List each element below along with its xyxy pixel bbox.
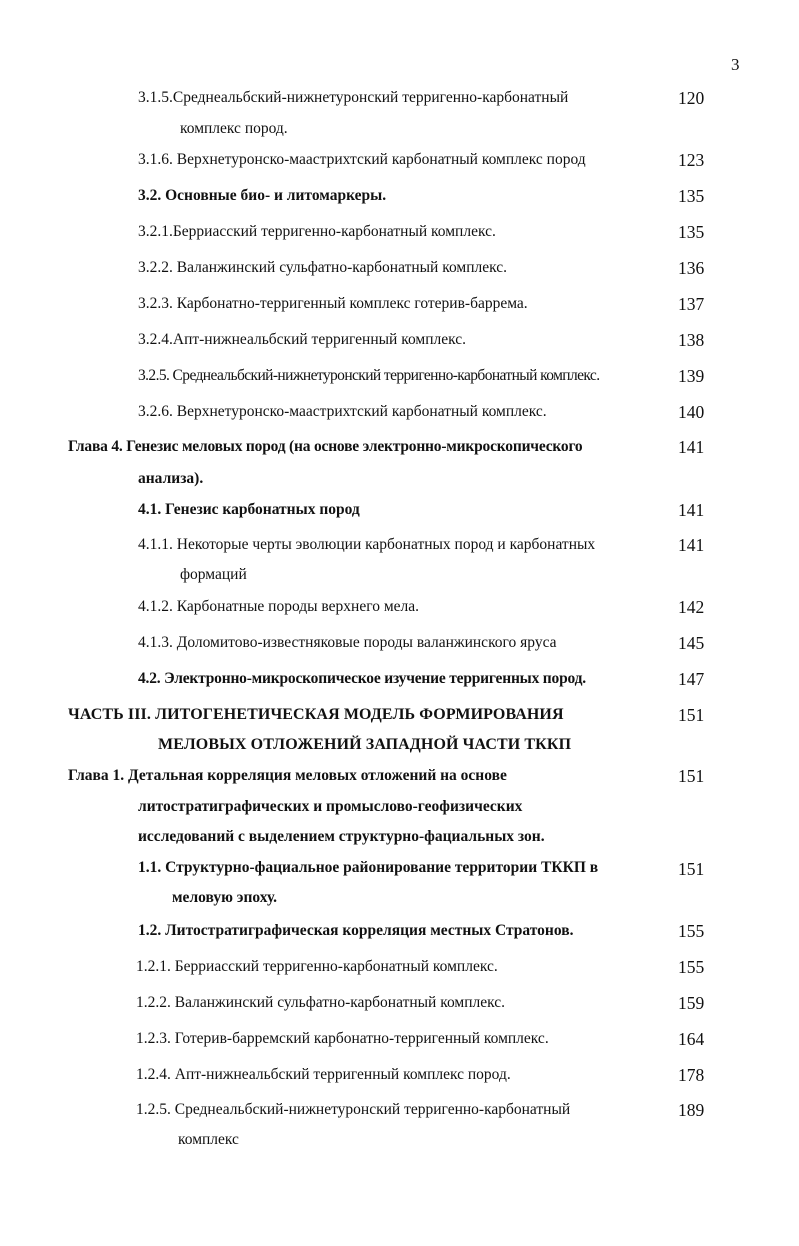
toc-page-number: 147: [678, 669, 705, 689]
toc-page-number: 135: [678, 222, 705, 242]
toc-entry-title-cont: литостратиграфических и промыслово-геофизических: [138, 798, 523, 815]
toc-entry-title: 1.2.3. Готерив-барремский карбонатно-терригенный комплекс.: [136, 1030, 549, 1047]
toc-page-number: 141: [678, 437, 705, 457]
toc-entry-title: 3.2.2. Валанжинский сульфатно-карбонатный комплекс.: [138, 259, 508, 276]
toc-entry-title: ЧАСТЬ III. ЛИТОГЕНЕТИЧЕСКАЯ МОДЕЛЬ ФОРМИРОВАНИЯ: [68, 706, 564, 723]
toc-page-number: 141: [678, 500, 705, 520]
toc-entry-title: 3.2.3. Карбонатно-терригенный комплекс готерив-баррема.: [138, 295, 528, 312]
toc-entry-title: 3.2.5. Среднеальбский-нижнетуронский терригенно-карбонатный комплекс.: [138, 367, 600, 384]
toc-page-number: 159: [678, 993, 705, 1013]
toc-page-number: 151: [678, 766, 705, 786]
toc-page-number: 145: [678, 633, 705, 653]
toc-entry-title: Глава 1. Детальная корреляция меловых отложений на основе: [68, 767, 507, 784]
toc-entry-title-cont: формаций: [180, 566, 247, 583]
toc-entry-title: Глава 4. Генезис меловых пород (на основе электронно-микроскопического: [68, 438, 583, 455]
toc-entry-title: 4.1.1. Некоторые черты эволюции карбонатных пород и карбонатных: [138, 536, 596, 553]
toc-page-number: 138: [678, 330, 705, 350]
toc-page-number: 151: [678, 705, 705, 725]
toc-entry-title-cont: комплекс пород.: [180, 120, 288, 137]
toc-page-number: 139: [678, 366, 705, 386]
toc-page-number: 189: [678, 1100, 705, 1120]
toc-page-number: 141: [678, 535, 705, 555]
toc-entry-title-cont: МЕЛОВЫХ ОТЛОЖЕНИЙ ЗАПАДНОЙ ЧАСТИ ТККП: [158, 736, 572, 753]
toc-page-number: 136: [678, 258, 705, 278]
toc-entry-title-cont: меловую эпоху.: [172, 889, 278, 906]
toc-entry-title: 4.1.3. Доломитово-известняковые породы валанжинского яруса: [138, 634, 557, 651]
toc-entry-title: 4.1. Генезис карбонатных пород: [138, 501, 360, 518]
toc-entry-title-cont: анализа).: [138, 470, 204, 487]
toc-page-number: 164: [678, 1029, 705, 1049]
toc-entry-title: 4.2. Электронно-микроскопическое изучение терригенных пород.: [138, 670, 586, 687]
toc-page-number: 123: [678, 150, 705, 170]
toc-page-number: 142: [678, 597, 705, 617]
toc-entry-title: 3.1.6. Верхнетуронско-маастрихтский карбонатный комплекс пород: [138, 151, 586, 168]
toc-page-number: 155: [678, 921, 705, 941]
toc-page-number: 120: [678, 88, 705, 108]
toc-entry-title: 1.2.4. Апт-нижнеальбский терригенный комплекс пород.: [136, 1066, 511, 1083]
toc-entry-title: 3.2. Основные био- и литомаркеры.: [138, 187, 387, 204]
toc-entry-title: 3.2.4.Апт-нижнеальбский терригенный комплекс.: [138, 331, 467, 348]
toc-page-number: 155: [678, 957, 705, 977]
toc-page-number: 137: [678, 294, 705, 314]
toc-page-number: 151: [678, 859, 705, 879]
page-number: 3: [731, 55, 740, 74]
toc-page-number: 140: [678, 402, 705, 422]
toc-entry-title-cont: исследований с выделением структурно-фациальных зон.: [138, 828, 545, 845]
toc-entry-title: 1.1. Структурно-фациальное районирование территории ТККП в: [138, 859, 599, 876]
toc-entry-title-cont: комплекс: [178, 1131, 239, 1148]
toc-entry-title: 1.2.5. Среднеальбский-нижнетуронский терригенно-карбонатный: [136, 1101, 571, 1118]
toc-page-number: 178: [678, 1065, 705, 1085]
toc-entry-title: 3.2.1.Берриасский терригенно-карбонатный комплекс.: [138, 223, 496, 240]
toc-page-number: 135: [678, 186, 705, 206]
toc-entry-title: 1.2. Литостратиграфическая корреляция местных Стратонов.: [138, 922, 574, 939]
toc-entry-title: 3.1.5.Среднеальбский-нижнетуронский терригенно-карбонатный: [138, 89, 569, 106]
toc-entry-title: 3.2.6. Верхнетуронско-маастрихтский карбонатный комплекс.: [138, 403, 547, 420]
toc-entry-title: 4.1.2. Карбонатные породы верхнего мела.: [138, 598, 419, 615]
toc-entry-title: 1.2.1. Берриасский терригенно-карбонатный комплекс.: [136, 958, 498, 975]
toc-entry-title: 1.2.2. Валанжинский сульфатно-карбонатный комплекс.: [136, 994, 506, 1011]
